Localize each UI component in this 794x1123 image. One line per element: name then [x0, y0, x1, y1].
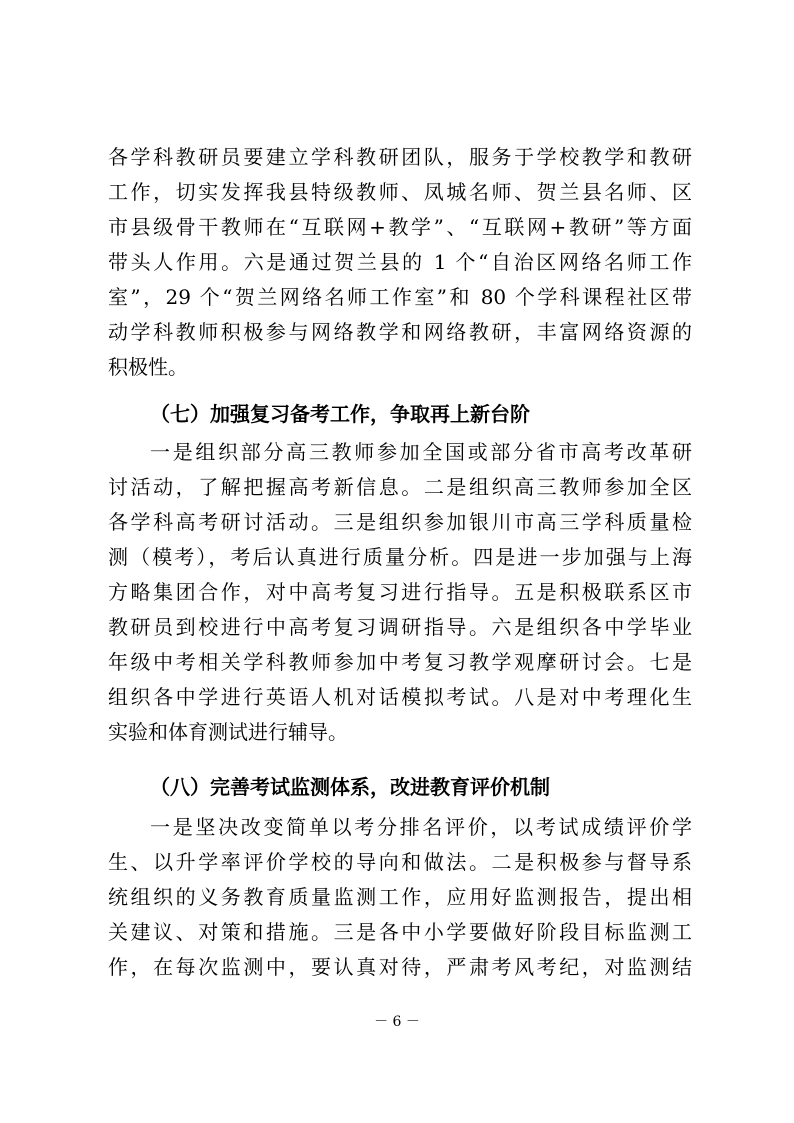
- text-line: 各学科教研员要建立学科教研团队，服务于学校教学和教研: [108, 145, 692, 169]
- section-heading-8: （八）完善考试监测体系，改进教育评价机制: [150, 775, 550, 799]
- text-line: 积极性。: [108, 355, 188, 379]
- text-line: 实验和体育测试进行辅导。: [108, 720, 348, 744]
- text-line: 生、以升学率评价学校的导向和做法。二是积极参与督导系: [108, 850, 692, 874]
- text-line: 动学科教师积极参与网络教学和网络教研，丰富网络资源的: [108, 320, 692, 344]
- text-line: 统组织的义务教育质量监测工作，应用好监测报告，提出相: [108, 885, 692, 909]
- text-line: 测（模考），考后认真进行质量分析。四是进一步加强与上海: [108, 545, 692, 569]
- text-line: 组织各中学进行英语人机对话模拟考试。八是对中考理化生: [108, 685, 692, 709]
- text-line: 讨活动，了解把握高考新信息。二是组织高三教师参加全区: [108, 475, 692, 499]
- text-line: 室”，29 个“贺兰网络名师工作室”和 80 个学科课程社区带: [108, 285, 692, 309]
- text-line: 一是坚决改变简单以考分排名评价，以考试成绩评价学: [150, 815, 692, 839]
- text-line: 带头人作用。六是通过贺兰县的 1 个“自治区网络名师工作: [108, 250, 692, 274]
- section-heading-7: （七）加强复习备考工作，争取再上新台阶: [150, 402, 530, 426]
- text-line: 教研员到校进行中高考复习调研指导。六是组织各中学毕业: [108, 615, 692, 639]
- text-line: 各学科高考研讨活动。三是组织参加银川市高三学科质量检: [108, 510, 692, 534]
- text-line: 年级中考相关学科教师参加中考复习教学观摩研讨会。七是: [108, 650, 692, 674]
- text-line: 市县级骨干教师在“互联网+教学”、“互联网+教研”等方面: [108, 215, 692, 239]
- text-line: 关建议、对策和措施。三是各中小学要做好阶段目标监测工: [108, 920, 692, 944]
- text-line: 作，在每次监测中，要认真对待，严肃考风考纪，对监测结: [108, 955, 692, 979]
- page-number: － 6 －: [374, 1014, 420, 1030]
- text-line: 一是组织部分高三教师参加全国或部分省市高考改革研: [150, 440, 692, 464]
- text-line: 方略集团合作，对中高考复习进行指导。五是积极联系区市: [108, 580, 692, 604]
- text-line: 工作，切实发挥我县特级教师、凤城名师、贺兰县名师、区: [108, 180, 692, 204]
